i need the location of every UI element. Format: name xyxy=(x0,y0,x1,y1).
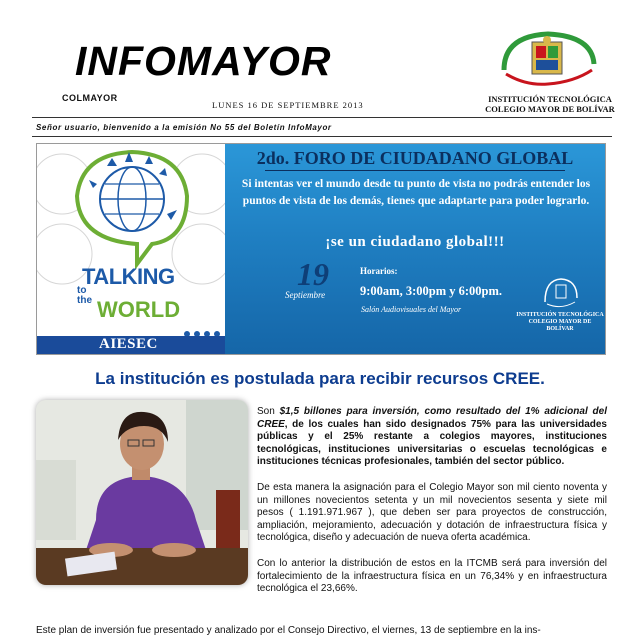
banner-institution-crest-icon xyxy=(543,276,579,310)
article-paragraph-1 xyxy=(257,406,607,469)
event-day: 19 xyxy=(297,256,329,292)
institution-name xyxy=(470,94,630,114)
article-photo xyxy=(36,400,248,585)
article-continuation: Este plan de inversión fue presentado y analizado por el Consejo Directivo, el viernes, 13 de septiembre en la ins- xyxy=(36,625,541,636)
event-hours: 9:00am, 3:00pm y 6:00pm. xyxy=(360,284,503,298)
institution-line-1: INSTITUCIÓN TECNOLÓGICA xyxy=(488,94,612,104)
forum-title-underline xyxy=(265,170,565,171)
event-venue: Salón Audiovisuales del Mayor xyxy=(361,305,462,314)
logo-the: the xyxy=(77,295,92,306)
banner-inst-line-1: INSTITUCIÓN TECNOLÓGICA xyxy=(516,312,604,318)
header-divider-top xyxy=(32,117,612,118)
banner-institution-name xyxy=(515,312,605,333)
world-logo-text: WORLD xyxy=(97,297,181,322)
to-the-logo-text xyxy=(77,286,92,306)
article-paragraph-3: Con lo anterior la distribución de estos en la ITCMB será para inversión del fortalecimiento de la infraestructura física en un 76,34% y en infraestructura tecnológica el 23,66%. xyxy=(257,557,607,595)
issue-date: LUNES 16 DE SEPTIEMBRE 2013 xyxy=(212,100,364,110)
banner-logo-panel xyxy=(37,144,227,354)
institution-crest-icon xyxy=(496,30,600,92)
article-headline: La institución es postulada para recibir recursos CREE. xyxy=(95,369,545,388)
hours-label: Horarios: xyxy=(360,266,398,276)
woman-at-desk-photo-icon xyxy=(36,400,248,585)
forum-quote: Si intentas ver el mundo desde tu punto de vista no podrás entender los puntos de vista de los demás, tienes que adaptarte para poder lograrlo. xyxy=(241,178,591,207)
banner-info-panel xyxy=(225,144,605,354)
article-body xyxy=(257,406,607,609)
header-divider-bottom xyxy=(32,136,612,137)
newsletter-title: INFOMAYOR xyxy=(75,38,332,84)
talking-logo-text: TALKING xyxy=(82,264,175,289)
p1-rest: , de los cuales han sido designados 75% para las universidades públicas y el 25% restante a colegios mayores, instituciones tecnológicas, instituciones universitarias o escuelas tecnológicas e instituciones técnicas profesionales, también del sector público. xyxy=(257,418,607,468)
welcome-message: Señor usuario, bienvenido a la emisión No 55 del Boletín InfoMayor xyxy=(36,123,332,132)
banner-inst-line-2: COLEGIO MAYOR DE BOLÍVAR xyxy=(528,319,592,332)
logo-to: to xyxy=(77,285,87,296)
aiesec-logo-text: AIESEC xyxy=(99,336,158,352)
institution-line-2: COLEGIO MAYOR DE BOLÍVAR xyxy=(485,104,615,114)
event-month: Septiembre xyxy=(285,290,326,300)
p1-highlight: $1,5 billones para inversión, como resultado del 1% adicional del CREE xyxy=(257,406,608,430)
event-banner xyxy=(36,143,606,355)
forum-title: 2do. FORO DE CIUDADANO GLOBAL xyxy=(256,148,574,168)
p1-lead: Son xyxy=(257,406,280,417)
forum-slogan: ¡se un ciudadano global!!! xyxy=(325,234,505,250)
colmayor-label: COLMAYOR xyxy=(62,93,118,103)
article-paragraph-2: De esta manera la asignación para el Colegio Mayor son mil ciento noventa y un millones novecientos setenta y un mil novecientos sesenta y siete mil pesos ( 1.191.971.967 ), que deben ser para proyectos de construcción, ampliación, mejoramiento, adecuación y dotación de infraestructura física y tecnológica, diseño y adecuación de nueva oferta académica. xyxy=(257,481,607,544)
